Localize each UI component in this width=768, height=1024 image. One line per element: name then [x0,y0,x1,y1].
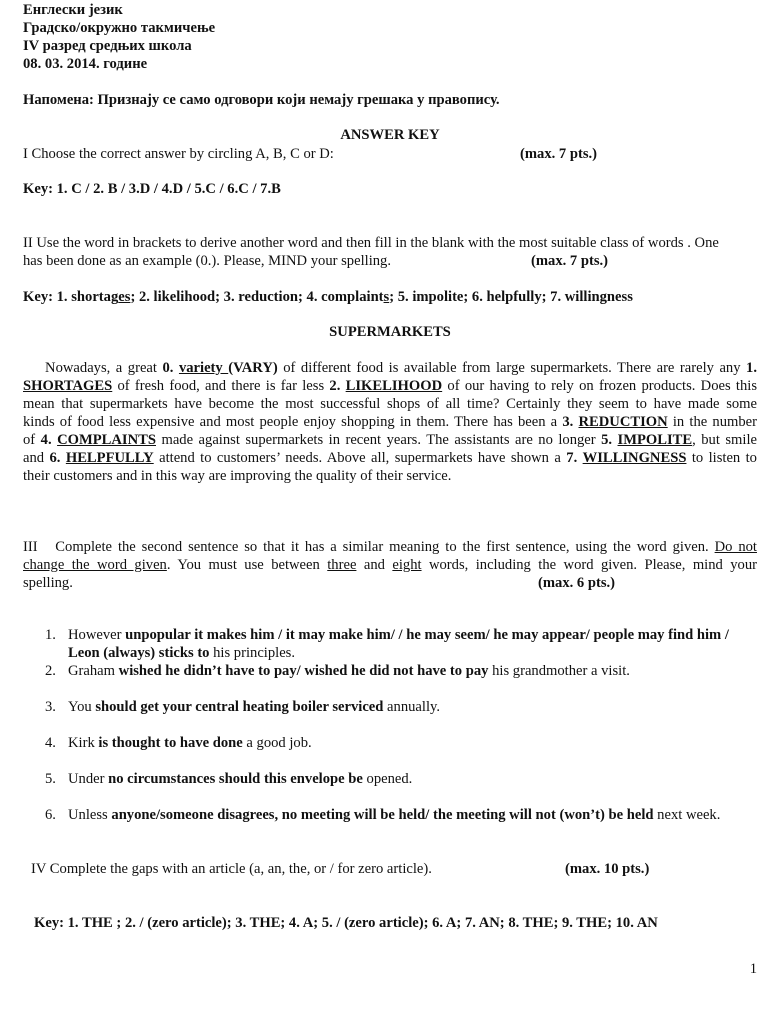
passage-line-1: Nowadays, a great 0. variety (VARY) of different food is available from large supermarkets. There are rarely any 1. [23,360,757,376]
header-date: 08. 03. 2014. године [23,56,148,72]
list-item-number: 6. [45,807,56,823]
section2-instruction-line2: has been done as an example (0.). Please, MIND your spelling. [23,253,391,269]
list-item-text: Under no circumstances should this envelope be opened. [68,771,413,787]
header-grade: IV разред средњих школа [23,38,192,54]
passage-line-3: mean that supermarkets have become the most successful shops of all time? Certainly they seem to have made some [23,396,757,412]
passage-line-6: and 6. HELPFULLY attend to customers’ needs. Above all, supermarkets have shown a 7. WILLINGNESS to listen to [23,450,757,466]
answer-key-title: ANSWER KEY [340,127,440,143]
section4-points: (max. 10 pts.) [565,861,650,877]
list-item-number: 5. [45,771,56,787]
list-item-number: 1. [45,627,56,643]
list-item-text: Graham wished he didn’t have to pay/ wished he did not have to pay his grandmother a visit. [68,663,630,679]
section3-instruction-line3: spelling. [23,575,73,591]
section4-key: Key: 1. THE ; 2. / (zero article); 3. THE; 4. A; 5. / (zero article); 6. A; 7. AN; 8. THE; 9. THE; 10. AN [34,915,658,931]
supermarkets-title: SUPERMARKETS [329,324,451,340]
section3-instruction-line1: III Complete the second sentence so that it has a similar meaning to the first sentence, using the word given. Do not [23,539,757,555]
passage-line-2: SHORTAGES of fresh food, and there is far less 2. LIKELIHOOD of our having to rely on frozen products. Does this [23,378,758,394]
list-item-text: Unless anyone/someone disagrees, no meeting will be held/ the meeting will not (won’t) be held next week. [68,807,721,823]
section1-key: Key: 1. C / 2. B / 3.D / 4.D / 5.C / 6.C / 7.B [23,181,281,197]
section4-instruction: IV Complete the gaps with an article (a, an, the, or / for zero article). [31,861,432,877]
header-competition: Градско/окружно такмичење [23,20,216,36]
list-item-number: 2. [45,663,56,679]
spelling-note: Напомена: Признају се само одговори који немају грешака у правопису. [23,92,500,108]
section2-key: Key: 1. shortages; 2. likelihood; 3. reduction; 4. complaints; 5. impolite; 6. helpfully; 7. willingness [23,289,633,305]
list-item-number: 3. [45,699,56,715]
section1-points: (max. 7 pts.) [520,146,598,162]
section3-instruction-line2: change the word given. You must use between three and eight words, including the word given. Please, mind your [23,557,757,573]
passage-line-7: their customers and in this way are improving the quality of their service. [23,468,452,484]
section2-points: (max. 7 pts.) [531,253,609,269]
page-number: 1 [749,961,757,977]
header-subject: Енглески језик [23,2,123,18]
section2-instruction-line1: II Use the word in brackets to derive another word and then fill in the blank with the most suitable class of words . One [23,235,719,251]
section1-instruction: I Choose the correct answer by circling A, B, C or D: [23,146,334,162]
list-item-text: You should get your central heating boiler serviced annually. [68,699,441,715]
section3-points: (max. 6 pts.) [538,575,616,591]
passage-line-5: of 4. COMPLAINTS made against supermarkets in recent years. The assistants are no longer 5. IMPOLITE, but smile [23,432,757,448]
list-item-text: However unpopular it makes him / it may make him/ / he may seem/ he may appear/ people may find him / Leon (always) sticks to his principles. [68,627,729,661]
passage-line-4: kinds of food less expensive and most people enjoy shopping in them. There has been a 3. REDUCTION in the number [23,414,757,430]
list-item-text: Kirk is thought to have done a good job. [68,735,312,751]
list-item-number: 4. [45,735,56,751]
